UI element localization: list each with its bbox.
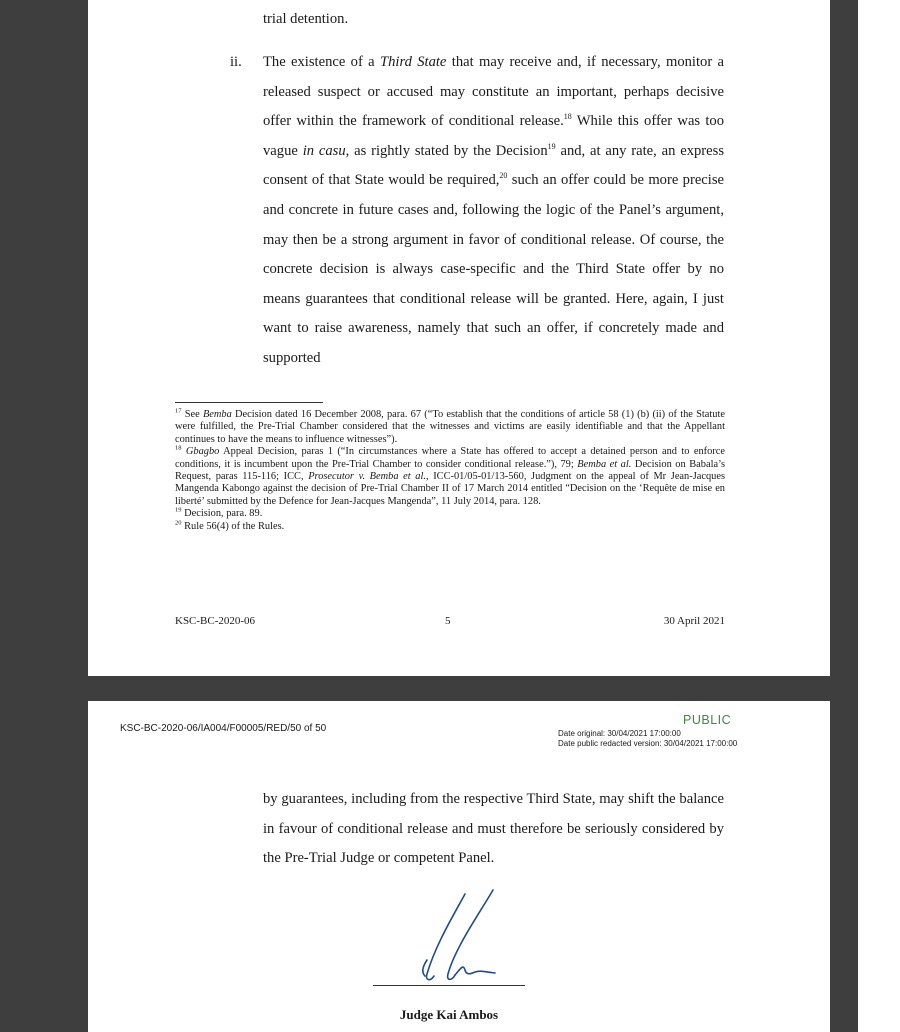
viewer-background-left bbox=[0, 0, 88, 1032]
signature-line bbox=[373, 985, 525, 986]
header-document-id: KSC-BC-2020-06/IA004/F00005/RED/50 of 50 bbox=[120, 723, 327, 734]
page-gap bbox=[0, 676, 858, 701]
footnote-19: $^{19}$ Decision, para. 89. bbox=[175, 506, 263, 520]
footnote-separator bbox=[175, 402, 323, 403]
footnote-17: $^{17}$ See Bemba Decision dated 16 December 2008, para. 67 (“To establish that the conditions of article 58 (1) (b) (ii) of the Statute were fulfilled, the Pre-Trial Chamber considered that the witnesses and victims are easily identifiable and that the Appellant continues to have the means to influence witnesses”). bbox=[175, 407, 725, 445]
date-original: Date original: 30/04/2021 17:00:00 bbox=[558, 729, 681, 738]
footer-case-id: KSC-BC-2020-06 bbox=[175, 615, 256, 627]
closing-paragraph: by guarantees, including from the respective Third State, may shift the balance in favour of conditional release and must therefore be seriously considered by the Pre-Trial Judge or competent Panel. bbox=[263, 791, 724, 867]
footnote-20: $^{20}$ Rule 56(4) of the Rules. bbox=[175, 519, 285, 532]
emphasis-third-state: Third State bbox=[379, 54, 447, 70]
document-page-5 bbox=[88, 0, 830, 676]
carryover-paragraph: trial detention. bbox=[263, 11, 349, 27]
footnotes bbox=[175, 409, 725, 533]
signatory-name: Judge Kai Ambos bbox=[399, 1007, 499, 1022]
footer-page-number: 5 bbox=[445, 615, 451, 627]
date-redacted: Date public redacted version: 30/04/2021 17:00:00 bbox=[558, 739, 738, 748]
list-numeral: ii. bbox=[230, 54, 242, 70]
emphasis-in-casu: in casu bbox=[302, 142, 346, 159]
handwritten-signature bbox=[403, 886, 553, 986]
footnote-18: $^{18}$ Gbagbo Appeal Decision, paras 1 (“In circumstances where a State has offered to accept a detained person and to enforce conditions, it is incumbent upon the Pre-Trial Chamber to consider conditional release.”), 79; Bemba et al. Decision on Babala’s Request, paras 115-116; ICC, Prosecutor v. Bemba et al., ICC-01/05-01/13-560, Judgment on the appeal of Mr Jean-Jacques Mangenda Kabongo against the decision of Pre-Trial Chamber II of 17 March 2014 entitled “Decision on the ‘Requête de mise en liberté’ submitted by the Defence for Jean-Jacques Mangenda”, 11 July 2014, para. 128. bbox=[175, 444, 726, 507]
paragraph-ii: The existence of a Third State that may receive and, if necessary, monitor a released suspect or accused may constitute an important, perhaps decisive offer within the framework of conditional release.$^{18}$ While this offer was too vague in casu, as rightly stated by the Decision$^{19}$ and, at any rate, an express consent of that State would be required,$^{20}$ such an offer could be more precise and concrete in future cases and, following the logic of the Panel’s argument, may then be a strong argument in favor of conditional release. Of course, the concrete decision is always case-specific and the Third State offer by no means guarantees that conditional release will be granted. Here, again, I just want to raise awareness, namely that such an offer, if concretely made and supported bbox=[263, 54, 725, 366]
classification-label: PUBLIC bbox=[683, 713, 732, 727]
viewer-background-right bbox=[830, 0, 858, 1032]
header-dates bbox=[558, 729, 737, 749]
document-page-50 bbox=[88, 701, 830, 1032]
footnote-ref-20[interactable]: 20 bbox=[499, 171, 508, 181]
footer-date: 30 April 2021 bbox=[663, 615, 725, 627]
footnote-ref-19[interactable]: 19 bbox=[547, 141, 556, 151]
footnote-ref-18[interactable]: 18 bbox=[563, 112, 572, 122]
